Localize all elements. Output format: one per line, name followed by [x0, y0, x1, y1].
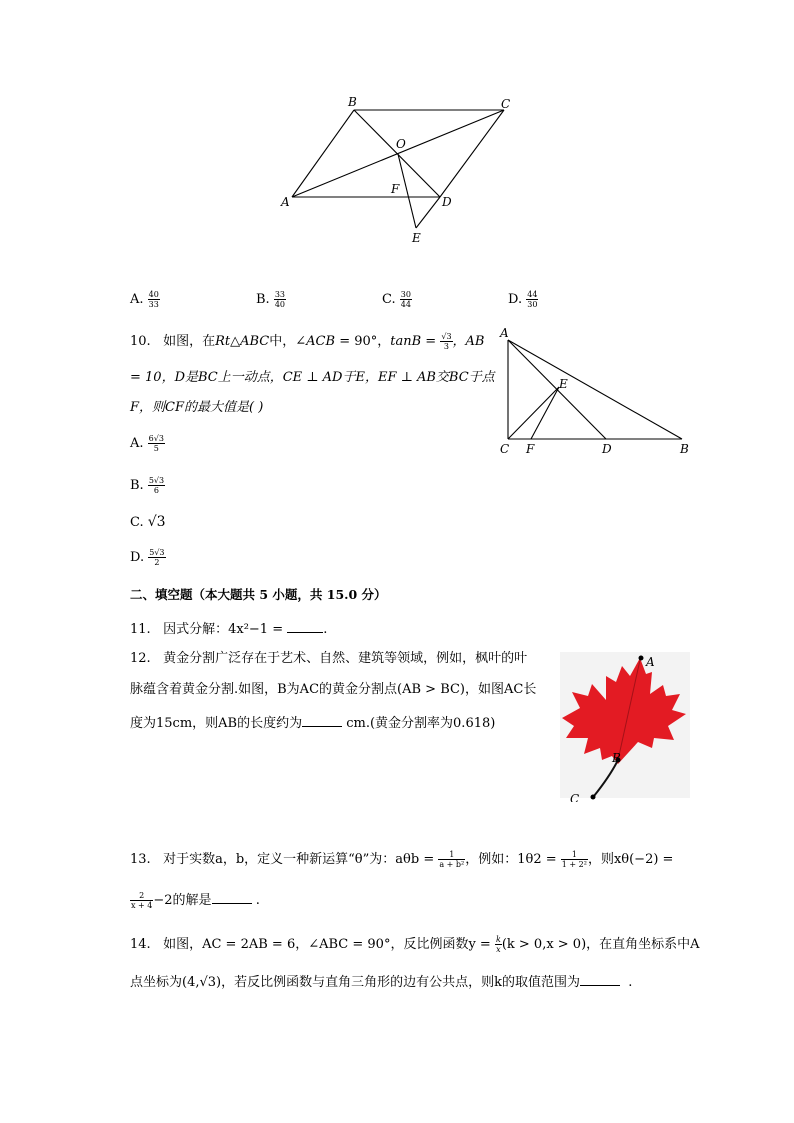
denominator: 44	[400, 300, 411, 309]
text: cm.(黄金分割率为0.618)	[342, 716, 496, 731]
fraction	[561, 850, 588, 869]
math: △	[230, 334, 241, 349]
label-C: C	[501, 97, 511, 111]
text: 中，∠	[269, 334, 307, 349]
denominator: a + b²	[439, 860, 465, 869]
q10-option-b	[130, 476, 165, 495]
point-C	[591, 795, 596, 800]
q10-option-c	[130, 514, 166, 531]
numerator: 1	[438, 850, 465, 860]
option-letter: C.	[382, 292, 396, 307]
option-fraction	[148, 548, 165, 567]
denominator: 6	[153, 486, 160, 495]
segment-AB	[508, 340, 682, 439]
label-B: B	[612, 751, 621, 765]
figure-parallelogram	[270, 88, 530, 250]
q10-line-1	[130, 332, 484, 351]
option-letter: A.	[130, 292, 144, 307]
q9-option-a	[130, 290, 160, 309]
option-letter: B.	[130, 478, 144, 493]
text: ，则xθ(−2) =	[587, 852, 674, 867]
numerator: 1	[561, 850, 588, 860]
q10-line-3: F，则CF的最大值是( )	[130, 400, 264, 415]
text: .	[255, 893, 260, 908]
text: .	[628, 975, 633, 990]
math: ACB	[306, 334, 336, 349]
option-letter: D.	[130, 550, 145, 565]
numerator: √3	[441, 332, 452, 341]
denominator: 1 + 2²	[561, 860, 587, 869]
segment-DE	[416, 197, 440, 228]
label-E: E	[559, 377, 568, 391]
q10-line-2: = 10，D是BC上一动点，CE ⊥ AD于E，EF ⊥ AB交BC于点	[130, 370, 495, 385]
answer-blank[interactable]	[212, 890, 252, 904]
math: Rt	[215, 334, 231, 349]
numerator: 6√3	[148, 434, 164, 443]
label-A: A	[281, 195, 290, 209]
numerator: 5√3	[149, 548, 165, 557]
q13-line-2	[130, 890, 260, 910]
option-fraction	[274, 290, 286, 309]
text: .	[323, 622, 328, 637]
denominator: x	[496, 945, 501, 954]
label-F: F	[391, 182, 400, 196]
label-F: F	[526, 442, 535, 456]
math: ，AB	[452, 334, 485, 349]
answer-blank[interactable]	[580, 972, 620, 986]
label-C: C	[570, 792, 580, 802]
text: 度为15cm，则AB的长度约为	[130, 716, 303, 731]
question-number: 10.	[130, 334, 151, 349]
text: 如图，在	[163, 334, 216, 349]
fraction	[130, 891, 153, 910]
numerator: 2	[130, 891, 153, 901]
q9-option-c	[382, 290, 412, 309]
option-letter: B.	[256, 292, 270, 307]
denominator: 30	[527, 300, 538, 309]
option-fraction	[148, 290, 160, 309]
numerator: 40	[148, 290, 159, 299]
denominator: 2	[154, 558, 160, 567]
denominator: 5	[153, 444, 159, 453]
option-fraction	[526, 290, 538, 309]
segment-EF	[531, 387, 559, 439]
answer-blank[interactable]	[287, 619, 323, 633]
denominator: x + 4	[131, 901, 153, 910]
answer-blank[interactable]	[302, 713, 342, 727]
math: =	[421, 334, 441, 349]
q12-line-2: 脉蕴含着黄金分割.如图，B为AC的黄金分割点(AB > BC)，如图AC长	[130, 682, 537, 697]
fraction	[495, 935, 502, 954]
text: 点坐标为(4,√3)，若反比例函数与直角三角形的边有公共点，则k的取值范围为	[130, 975, 580, 990]
math: = 90°，	[335, 334, 391, 349]
option-letter: A.	[130, 436, 144, 451]
option-text: √3	[147, 514, 166, 530]
label-C: C	[500, 442, 510, 456]
text: 对于实数a，b，定义一种新运算“θ”为：aθb =	[163, 852, 439, 867]
tan-fraction	[440, 332, 452, 351]
numerator: 44	[527, 290, 538, 299]
q12-line-1	[130, 651, 527, 667]
math: ABC	[240, 334, 270, 349]
question-number: 14.	[130, 937, 151, 952]
section-title: 二、填空题（本大题共 5 小题，共 15.0 分）	[130, 587, 387, 602]
segment-OE	[398, 154, 416, 228]
figure-right-triangle	[495, 322, 695, 462]
label-E: E	[412, 231, 421, 245]
option-fraction	[148, 476, 165, 495]
label-A: A	[646, 655, 655, 669]
numerator: 33	[274, 290, 286, 299]
option-fraction	[400, 290, 412, 309]
math: tanB	[390, 334, 422, 349]
text: 黄金分割广泛存在于艺术、自然、建筑等领域，例如，枫叶的叶	[163, 651, 528, 666]
option-fraction	[148, 434, 165, 453]
q11	[130, 619, 327, 638]
q12-line-3	[130, 713, 495, 732]
numerator: k	[495, 935, 501, 944]
question-number: 12.	[130, 651, 151, 666]
segment-CE	[508, 387, 559, 439]
numerator: 30	[400, 290, 411, 299]
label-D: D	[602, 442, 612, 456]
q9-option-b	[256, 290, 286, 309]
label-B: B	[348, 95, 357, 109]
question-text: 因式分解：4x²−1 =	[163, 622, 288, 637]
numerator: 5√3	[148, 476, 165, 485]
denominator: 40	[274, 300, 286, 309]
option-letter: D.	[508, 292, 523, 307]
figure-maple-leaf	[560, 652, 692, 802]
text: 如图，AC = 2AB = 6，∠ABC = 90°，反比例函数y =	[163, 937, 495, 952]
text: ，例如：1θ2 =	[465, 852, 561, 867]
point-A	[639, 656, 644, 661]
text: (k > 0,x > 0)，在直角坐标系中A	[501, 937, 700, 952]
label-D: D	[442, 195, 452, 209]
question-number: 11.	[130, 622, 151, 637]
label-A: A	[500, 326, 509, 340]
q14-line-2	[130, 972, 632, 991]
denominator: 3	[443, 342, 449, 351]
text: −2的解是	[153, 893, 212, 908]
q13-line-1	[130, 850, 673, 869]
label-O: O	[396, 137, 406, 151]
option-letter: C.	[130, 515, 144, 530]
q14-line-1	[130, 935, 700, 954]
q9-option-d	[508, 290, 538, 309]
fraction	[438, 850, 465, 869]
denominator: 33	[148, 300, 159, 309]
label-B: B	[680, 442, 689, 456]
question-number: 13.	[130, 852, 151, 867]
q10-option-d	[130, 548, 166, 567]
q10-option-a	[130, 434, 165, 453]
